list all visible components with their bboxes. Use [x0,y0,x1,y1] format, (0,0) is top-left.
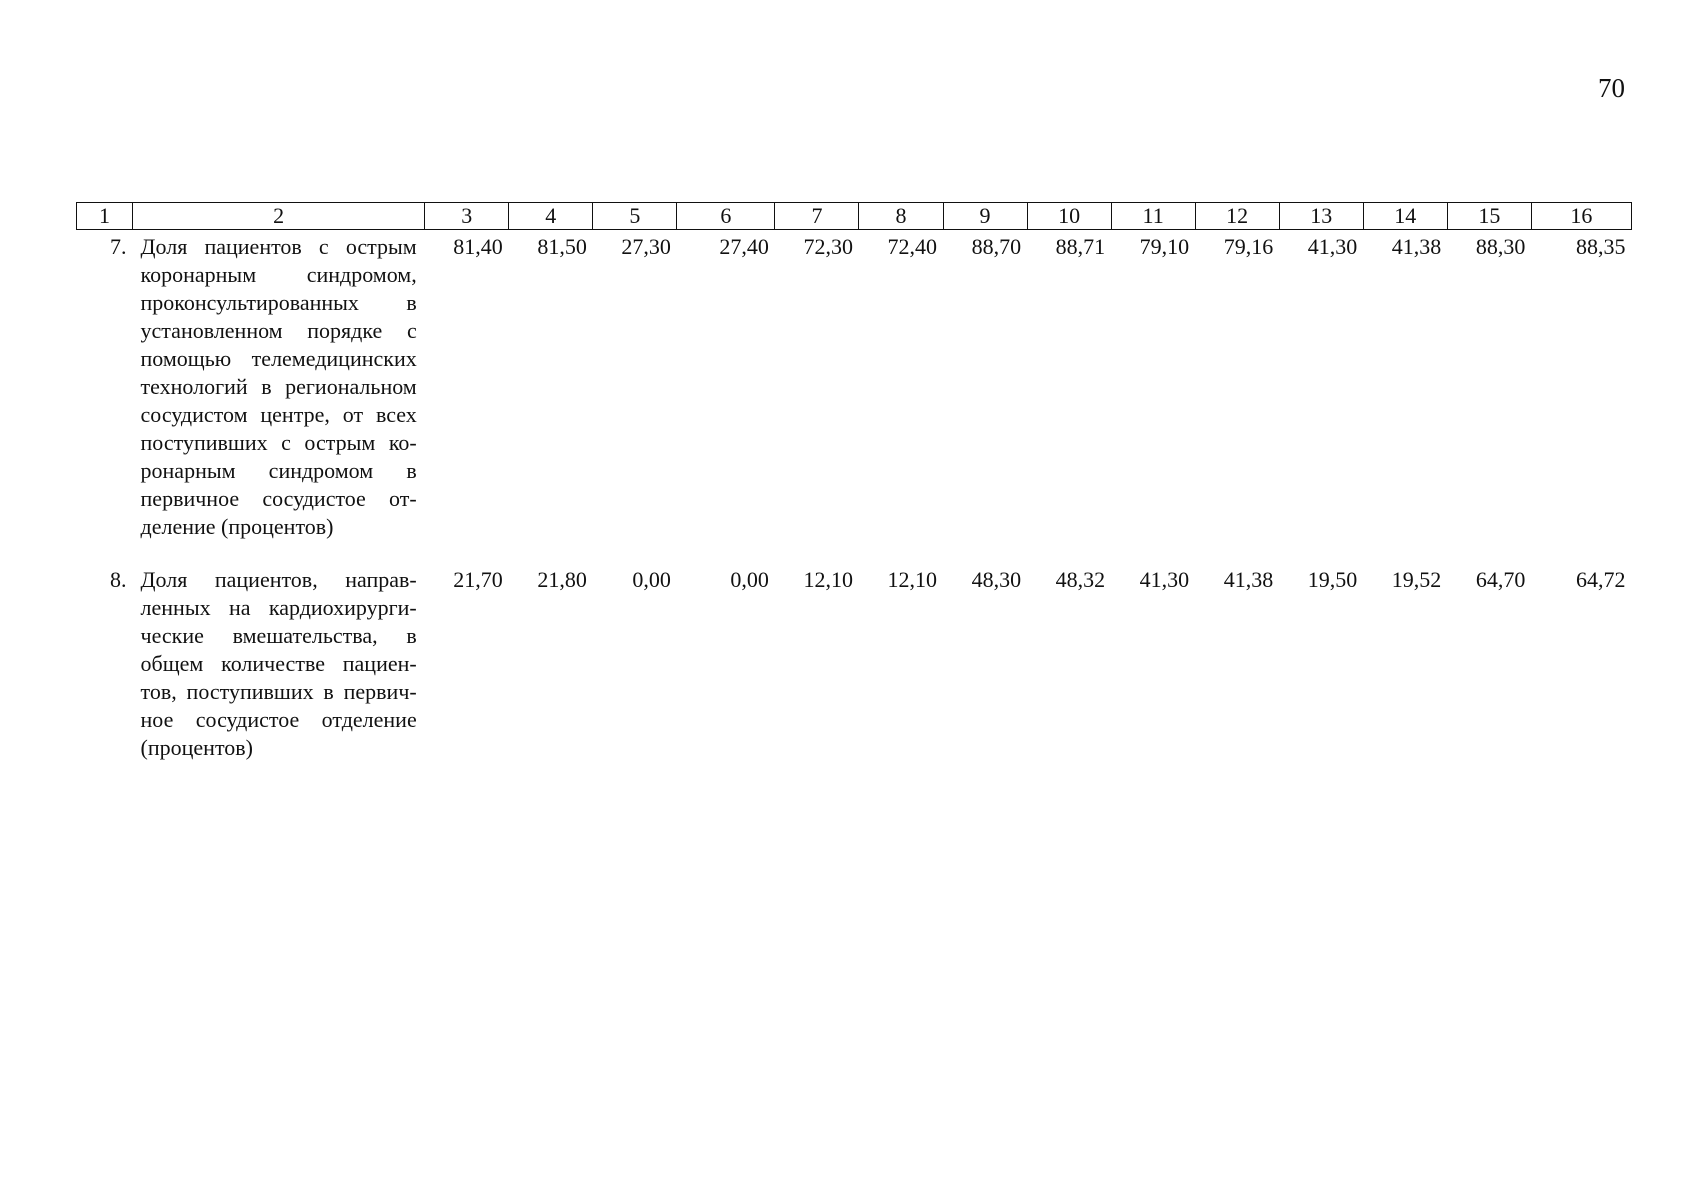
value-cell: 41,30 [1307,234,1358,259]
value-cell: 88,70 [971,234,1022,259]
value-cell: 41,30 [1139,567,1190,592]
value-cell: 72,30 [803,234,853,259]
value-cell: 21,80 [537,567,587,592]
value-cell: 64,72 [1576,567,1626,592]
value-cell: 41,38 [1223,567,1274,592]
value-cell: 27,30 [621,234,671,259]
row-index: 7. [110,234,127,259]
column-header: 5 [593,203,677,230]
column-header: 12 [1195,203,1279,230]
value-cell: 72,40 [887,234,938,259]
column-header: 1 [77,203,133,230]
column-header: 4 [509,203,593,230]
column-header: 11 [1111,203,1195,230]
value-cell: 79,16 [1223,234,1274,259]
column-header: 6 [677,203,775,230]
column-number-row [77,203,1632,230]
value-cell: 48,32 [1055,567,1106,592]
spacer-cell [77,541,1632,563]
row-spacer [77,541,1632,563]
table-row [77,230,1632,542]
column-header: 9 [943,203,1027,230]
row-description: Доля пациентов с острым коронарным синдромом, проконсультированных в установленном порядке с помощью телемедицинских технологий в региональном сосудистом центре, от всех поступивших с острым коронарным синдромом в первичное сосудистое отделение (процентов) [140,234,417,539]
value-cell: 81,40 [453,234,503,259]
column-header: 10 [1027,203,1111,230]
value-cell: 88,30 [1475,234,1526,259]
value-cell: 0,00 [632,567,671,592]
value-cell: 21,70 [453,567,503,592]
value-cell: 41,38 [1391,234,1442,259]
column-header: 14 [1363,203,1447,230]
value-cell: 48,30 [971,567,1022,592]
value-cell: 79,10 [1139,234,1190,259]
value-cell: 12,10 [803,567,853,592]
value-cell: 88,71 [1055,234,1106,259]
value-cell: 64,70 [1475,567,1526,592]
column-header: 15 [1447,203,1531,230]
column-header: 7 [775,203,859,230]
column-header: 16 [1531,203,1631,230]
value-cell: 19,50 [1307,567,1358,592]
value-cell: 81,50 [537,234,587,259]
value-cell: 27,40 [719,234,769,259]
indicators-table [76,202,1632,762]
column-header: 2 [133,203,425,230]
value-cell: 19,52 [1391,567,1442,592]
value-cell: 12,10 [887,567,938,592]
page-number: 70 [1598,73,1625,103]
row-description: Доля пациентов, направленных на кардиохирургические вмешательства, в общем количестве пациентов, поступивших в первичное сосудистое отделение (процентов) [140,567,417,760]
column-header: 3 [425,203,509,230]
value-cell: 0,00 [730,567,769,592]
row-index: 8. [110,567,127,592]
table-row [77,563,1632,762]
value-cell: 88,35 [1576,234,1626,259]
column-header: 13 [1279,203,1363,230]
column-header: 8 [859,203,943,230]
